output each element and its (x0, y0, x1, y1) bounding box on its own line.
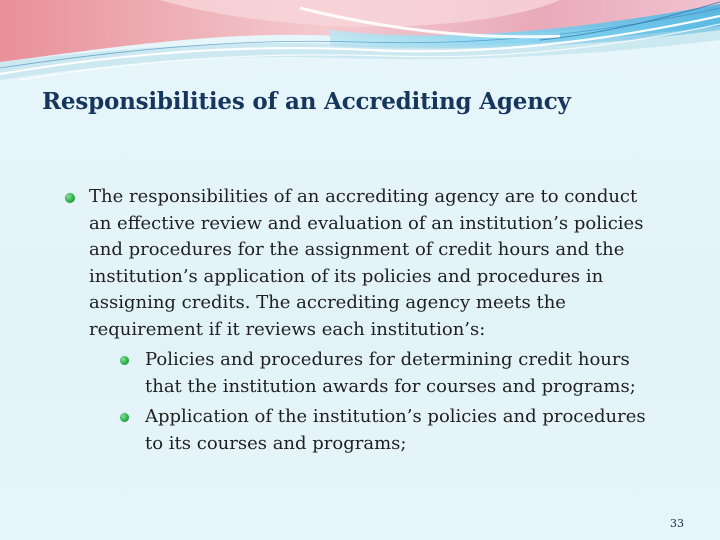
bullet-text: The responsibilities of an accrediting agency are to conduct an effective review and evaluation of an institution’s policies and procedures for the assignment of credit hours and the institution’s application of its policies and procedures in assigning credits. The accrediting agency meets the requirement if it reviews each institution’s: (89, 186, 644, 340)
bullet-dot-icon (65, 193, 75, 203)
sub-bullet-dot-icon (120, 356, 129, 365)
sub-bullet-dot-icon (120, 413, 129, 422)
slide-title: Responsibilities of an Accrediting Agency (42, 88, 571, 115)
sub-bullet-item (116, 404, 662, 457)
header-wave-decoration (0, 0, 720, 90)
sub-bullet-text: Policies and procedures for determining credit hours that the institution awards for courses and programs; (145, 349, 636, 397)
page-number: 33 (670, 517, 684, 530)
bullet-list (62, 184, 662, 457)
bullet-item (62, 184, 662, 457)
sub-bullet-item (116, 347, 662, 400)
sub-bullet-text: Application of the institution’s policies and procedures to its courses and programs; (145, 406, 646, 454)
